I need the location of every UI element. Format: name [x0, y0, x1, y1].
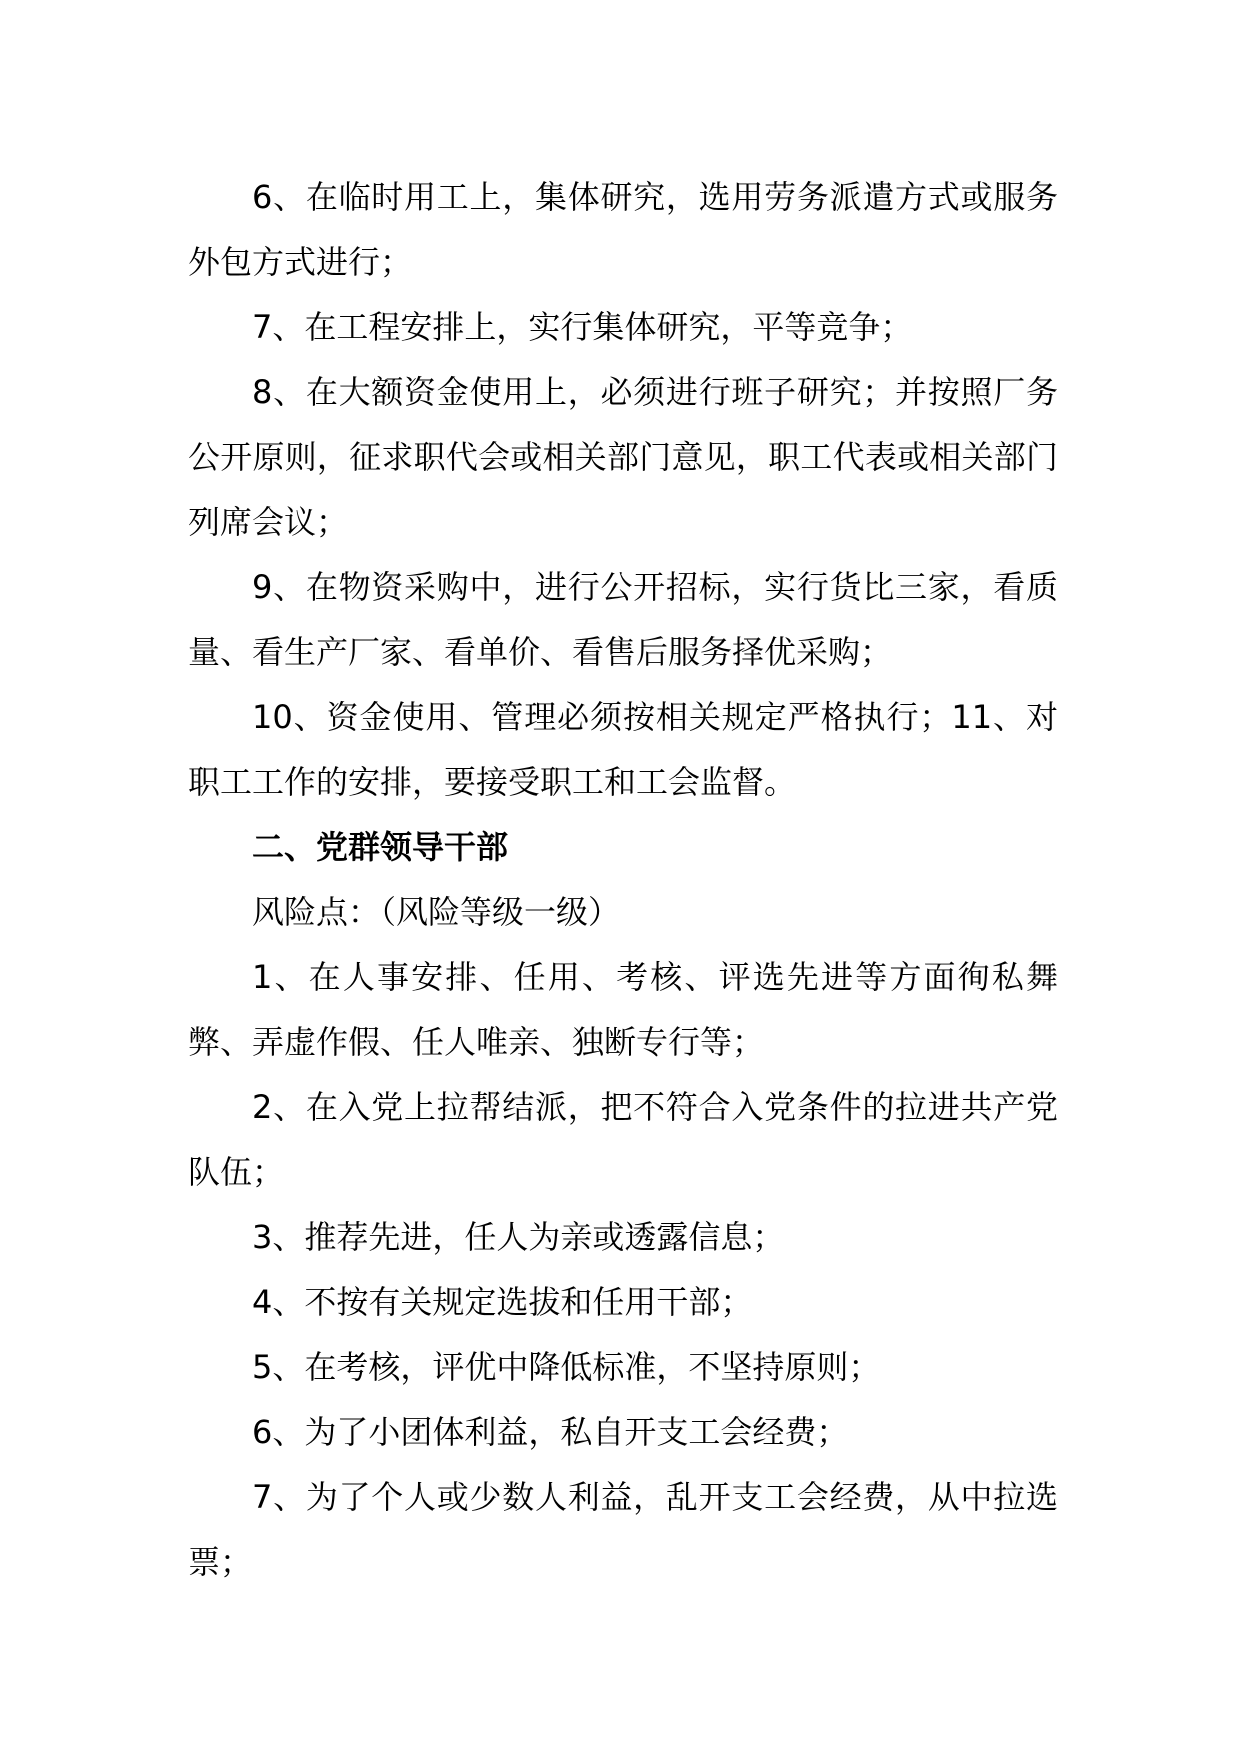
- risk-item-2: 2、在入党上拉帮结派，把不符合入党条件的拉进共产党队伍；: [188, 1088, 1058, 1191]
- risk-item-3: 3、推荐先进，任人为亲或透露信息；: [252, 1218, 785, 1256]
- paragraph-item-10-11: 10、资金使用、管理必须按相关规定严格执行；11、对职工工作的安排，要接受职工和工会监督。: [188, 698, 1058, 801]
- section-heading: 二、党群领导干部: [252, 828, 509, 866]
- paragraph-item-9: 9、在物资采购中，进行公开招标，实行货比三家，看质量、看生产厂家、看单价、看售后服务择优采购；: [188, 568, 1058, 671]
- risk-item-6: 6、为了小团体利益，私自开支工会经费；: [252, 1413, 849, 1451]
- risk-item-4: 4、不按有关规定选拔和任用干部；: [252, 1283, 753, 1321]
- paragraph-item-8: 8、在大额资金使用上，必须进行班子研究；并按照厂务公开原则，征求职代会或相关部门意见，职工代表或相关部门列席会议；: [188, 373, 1058, 541]
- risk-level-label: 风险点：（风险等级一级）: [252, 893, 621, 931]
- risk-item-1: 1、在人事安排、任用、考核、评选先进等方面徇私舞弊、弄虚作假、任人唯亲、独断专行等；: [188, 958, 1058, 1061]
- paragraph-item-6: 6、在临时用工上，集体研究，选用劳务派遣方式或服务外包方式进行；: [188, 178, 1058, 281]
- paragraph-item-7: 7、在工程安排上，实行集体研究，平等竞争；: [252, 308, 913, 346]
- risk-item-5: 5、在考核，评优中降低标准，不坚持原则；: [252, 1348, 881, 1386]
- document-body: [188, 165, 1058, 1595]
- risk-item-7: 7、为了个人或少数人利益，乱开支工会经费，从中拉选票；: [188, 1478, 1058, 1581]
